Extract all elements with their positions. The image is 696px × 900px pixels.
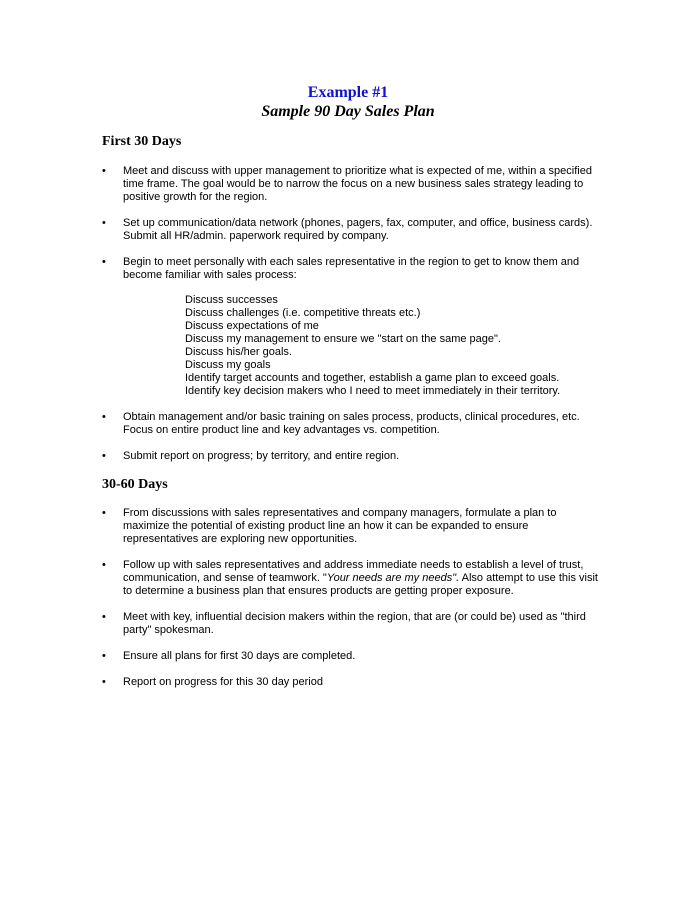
list-item xyxy=(102,256,602,398)
bullet-icon: • xyxy=(102,411,106,423)
bullet-icon: • xyxy=(102,559,106,571)
list-item-italic-quote: Your needs are my needs". xyxy=(326,572,460,584)
list-item-text-before: Follow up with sales representatives and address immediate needs to establish a level of trust, communication, and sense of teamwork. " xyxy=(123,559,584,584)
list-item-text: Ensure all plans for first 30 days are completed. xyxy=(123,650,356,662)
list-item-text: Begin to meet personally with each sales representative in the region to get to know them and become familiar with sales process: xyxy=(123,256,580,281)
list-item-text: Obtain management and/or basic training on sales process, products, clinical procedures, etc. Focus on entire product line and key advantages vs. competition. xyxy=(123,411,580,436)
bullet-icon: • xyxy=(102,507,106,519)
bullet-icon: • xyxy=(102,450,106,462)
sublist-item: Identify key decision makers who I need to meet immediately in their territory. xyxy=(185,385,561,397)
list-item xyxy=(102,559,602,598)
list-item xyxy=(102,611,602,637)
list-item-text xyxy=(123,559,598,597)
bullet-list-first-30-days xyxy=(102,165,602,476)
bullet-icon: • xyxy=(102,256,106,268)
sublist-item: Discuss successes xyxy=(185,294,278,306)
section-heading-first-30-days: First 30 Days xyxy=(102,134,182,149)
sublist-item: Discuss challenges (i.e. competitive threats etc.) xyxy=(185,307,421,319)
document-subtitle: Sample 90 Day Sales Plan xyxy=(261,103,435,120)
sublist-item: Discuss his/her goals. xyxy=(185,346,292,358)
bullet-icon: • xyxy=(102,165,106,177)
bullet-icon: • xyxy=(102,611,106,623)
list-item xyxy=(102,165,602,204)
section-heading-30-60-days: 30-60 Days xyxy=(102,477,168,492)
list-item-text: Set up communication/data network (phones, pagers, fax, computer, and office, business cards). Submit all HR/admin. paperwork required by company. xyxy=(123,217,593,242)
list-item xyxy=(102,650,602,663)
list-item-text: Meet and discuss with upper management to prioritize what is expected of me, within a specified time frame. The goal would be to narrow the focus on a new business sales strategy leading to positive growth for the region. xyxy=(123,165,592,203)
list-item xyxy=(102,217,602,243)
bullet-icon: • xyxy=(102,676,106,688)
list-item xyxy=(102,507,602,546)
list-item-text: Meet with key, influential decision makers within the region, that are (or could be) used as "third party" spokesman. xyxy=(123,611,586,636)
list-item-text-after: Also attempt to use this visit to determine a business plan that ensures products are getting proper exposure. xyxy=(123,572,598,597)
list-item-text: From discussions with sales representatives and company managers, formulate a plan to maximize the potential of existing product line an how it can be expanded to ensure representatives are exploring new opportunities. xyxy=(123,507,557,545)
list-item-text: Report on progress for this 30 day period xyxy=(123,676,323,688)
sublist-item: Discuss my goals xyxy=(185,359,271,371)
sublist-item: Identify target accounts and together, establish a game plan to exceed goals. xyxy=(185,372,560,384)
bullet-list-30-60-days xyxy=(102,507,602,702)
list-item xyxy=(102,676,602,689)
discussion-sublist xyxy=(123,294,602,398)
list-item xyxy=(102,411,602,437)
bullet-icon: • xyxy=(102,217,106,229)
list-item xyxy=(102,450,602,463)
bullet-icon: • xyxy=(102,650,106,662)
sublist-item: Discuss expectations of me xyxy=(185,320,319,332)
sublist-item: Discuss my management to ensure we "start on the same page". xyxy=(185,333,501,345)
document-title: Example #1 xyxy=(307,84,389,101)
list-item-text: Submit report on progress; by territory, and entire region. xyxy=(123,450,400,462)
